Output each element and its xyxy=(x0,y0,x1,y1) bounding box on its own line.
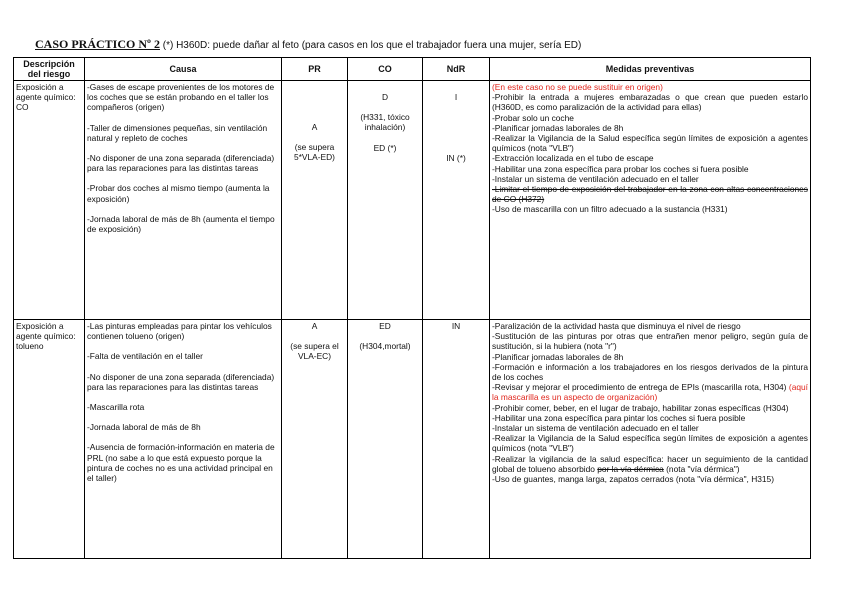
cell-desc: Exposición a agente químico: tolueno xyxy=(14,320,85,559)
pr-value: A xyxy=(311,122,318,132)
page-title xyxy=(35,37,581,52)
header-pr: PR xyxy=(282,58,348,81)
list-item-struck: -Limitar el tiempo de exposición del trabajador en la zona con altas concentraciones de CO (H372) xyxy=(492,184,808,205)
table-row xyxy=(14,320,811,559)
vig-text: -Realizar la vigilancia de la salud específica: hacer un seguimiento de la cantidad global de tolueno absorbido xyxy=(492,453,808,474)
list-item: -Planificar jornadas laborales de 8h xyxy=(492,122,624,133)
header-ndr: NdR xyxy=(423,58,490,81)
co-extra: ED (*) xyxy=(373,142,397,153)
list-item: -Mascarilla rota xyxy=(87,402,145,413)
header-desc: Descripción del riesgo xyxy=(14,58,85,81)
list-item: -Prohibir la entrada a mujeres embarazadas o que crean que pueden estarlo (H360D, es como paralización de la actividad para ellas) xyxy=(492,92,808,113)
cell-co xyxy=(348,320,423,559)
list-item: -Extracción localizada en el tubo de escape xyxy=(492,153,654,164)
list-item xyxy=(492,454,808,474)
ndr-value: I xyxy=(454,92,458,102)
case-subtitle: (*) H360D: puede dañar al feto (para casos en los que el trabajador fuera una mujer, sería ED) xyxy=(159,40,582,51)
ndr-value: IN xyxy=(451,321,461,331)
list-item: -Paralización de la actividad hasta que disminuya el nivel de riesgo xyxy=(492,321,741,331)
list-item: -Realizar la Vigilancia de la Salud específica según límites de exposición a agentes químicos (nota "VLB") xyxy=(492,133,808,154)
cell-ndr xyxy=(423,320,490,559)
list-item: -Las pinturas empleadas para pintar los vehículos contienen tolueno (origen) xyxy=(87,321,272,342)
cell-desc: Exposición a agente químico: CO xyxy=(14,81,85,320)
list-item xyxy=(492,382,808,402)
list-item: -Ausencia de formación-información en materia de PRL (no sabe a lo que está expuesto porque la pintura de coches no es una actividad principal en el taller) xyxy=(87,442,275,484)
cell-causa xyxy=(85,320,282,559)
list-item: -Gases de escape provenientes de los motores de los coches que se están probando en el taller los compañeros (origen) xyxy=(87,82,275,113)
list-item: -Instalar un sistema de ventilación adecuado en el taller xyxy=(492,173,699,184)
header-co: CO xyxy=(348,58,423,81)
risk-table xyxy=(13,57,811,559)
pr-note: (se supera 5*VLA-ED) xyxy=(294,142,335,163)
cell-co xyxy=(348,81,423,320)
cell-pr xyxy=(282,320,348,559)
header-medidas: Medidas preventivas xyxy=(490,58,811,81)
vig-struck: por la vía dérmica xyxy=(597,463,664,474)
list-item: -No disponer de una zona separada (diferenciada) para las reparaciones para las distintas tareas xyxy=(87,371,275,392)
co-note: (H304,mortal) xyxy=(359,341,411,352)
list-item: -Sustitución de las pinturas por otras que entrañen menor peligro, según guía de sustitución, si la hubiera (nota "r") xyxy=(492,331,808,352)
cell-pr xyxy=(282,81,348,320)
list-item: -Jornada laboral de más de 8h xyxy=(87,422,201,433)
header-row xyxy=(14,58,811,81)
co-value: D xyxy=(381,92,389,102)
cell-causa xyxy=(85,81,282,320)
medida-note: (En este caso no se puede sustituir en origen) xyxy=(492,82,663,92)
vig-tail: (nota "vía dérmica") xyxy=(663,463,740,474)
list-item: -Taller de dimensiones pequeñas, sin ventilación natural y repleto de coches xyxy=(87,122,268,143)
epi-note: (aquí la mascarilla es un aspecto de organización) xyxy=(492,382,808,403)
pr-note: (se supera el VLA-EC) xyxy=(290,341,339,362)
cell-ndr xyxy=(423,81,490,320)
list-item: -Realizar la Vigilancia de la Salud específica según límites de exposición a agentes químicos (nota "VLB") xyxy=(492,433,808,454)
list-item: -Uso de mascarilla con un filtro adecuado a la sustancia (H331) xyxy=(492,204,728,215)
list-item: -Falta de ventilación en el taller xyxy=(87,351,203,362)
list-item: -No disponer de una zona separada (diferenciada) para las reparaciones para las distintas tareas xyxy=(87,153,275,174)
pr-value: A xyxy=(311,321,318,331)
header-causa: Causa xyxy=(85,58,282,81)
list-item: -Instalar un sistema de ventilación adecuado en el taller xyxy=(492,423,699,434)
cell-medidas xyxy=(490,81,811,320)
co-value: ED xyxy=(379,321,391,331)
list-item: -Habilitar una zona específica para pintar los coches si fuera posible xyxy=(492,412,746,423)
list-item: -Probar dos coches al mismo tiempo (aumenta la exposición) xyxy=(87,183,270,204)
list-item: -Habilitar una zona específica para probar los coches si fuera posible xyxy=(492,163,749,174)
list-item: -Probar solo un coche xyxy=(492,112,574,123)
list-item: -Formación e información a los trabajadores en los riesgos derivados de la pintura de los coches xyxy=(492,361,808,383)
case-title: CASO PRÁCTICO Nº 2 xyxy=(35,37,160,51)
ndr-extra: IN (*) xyxy=(446,153,466,164)
list-item: -Prohibir comer, beber, en el lugar de trabajo, habilitar zonas específicas (H304) xyxy=(492,402,789,413)
list-item: -Jornada laboral de más de 8h (aumenta el tiempo de exposición) xyxy=(87,213,275,235)
list-item: -Uso de guantes, manga larga, zapatos cerrados (nota "vía dérmica", H315) xyxy=(492,474,775,485)
co-note: (H331, tóxico inhalación) xyxy=(360,112,410,133)
cell-medidas xyxy=(490,320,811,559)
list-item: -Planificar jornadas laborales de 8h xyxy=(492,351,624,362)
table-row xyxy=(14,81,811,320)
epi-text: -Revisar y mejorar el procedimiento de entrega de EPIs (mascarilla rota, H304) xyxy=(492,382,789,393)
